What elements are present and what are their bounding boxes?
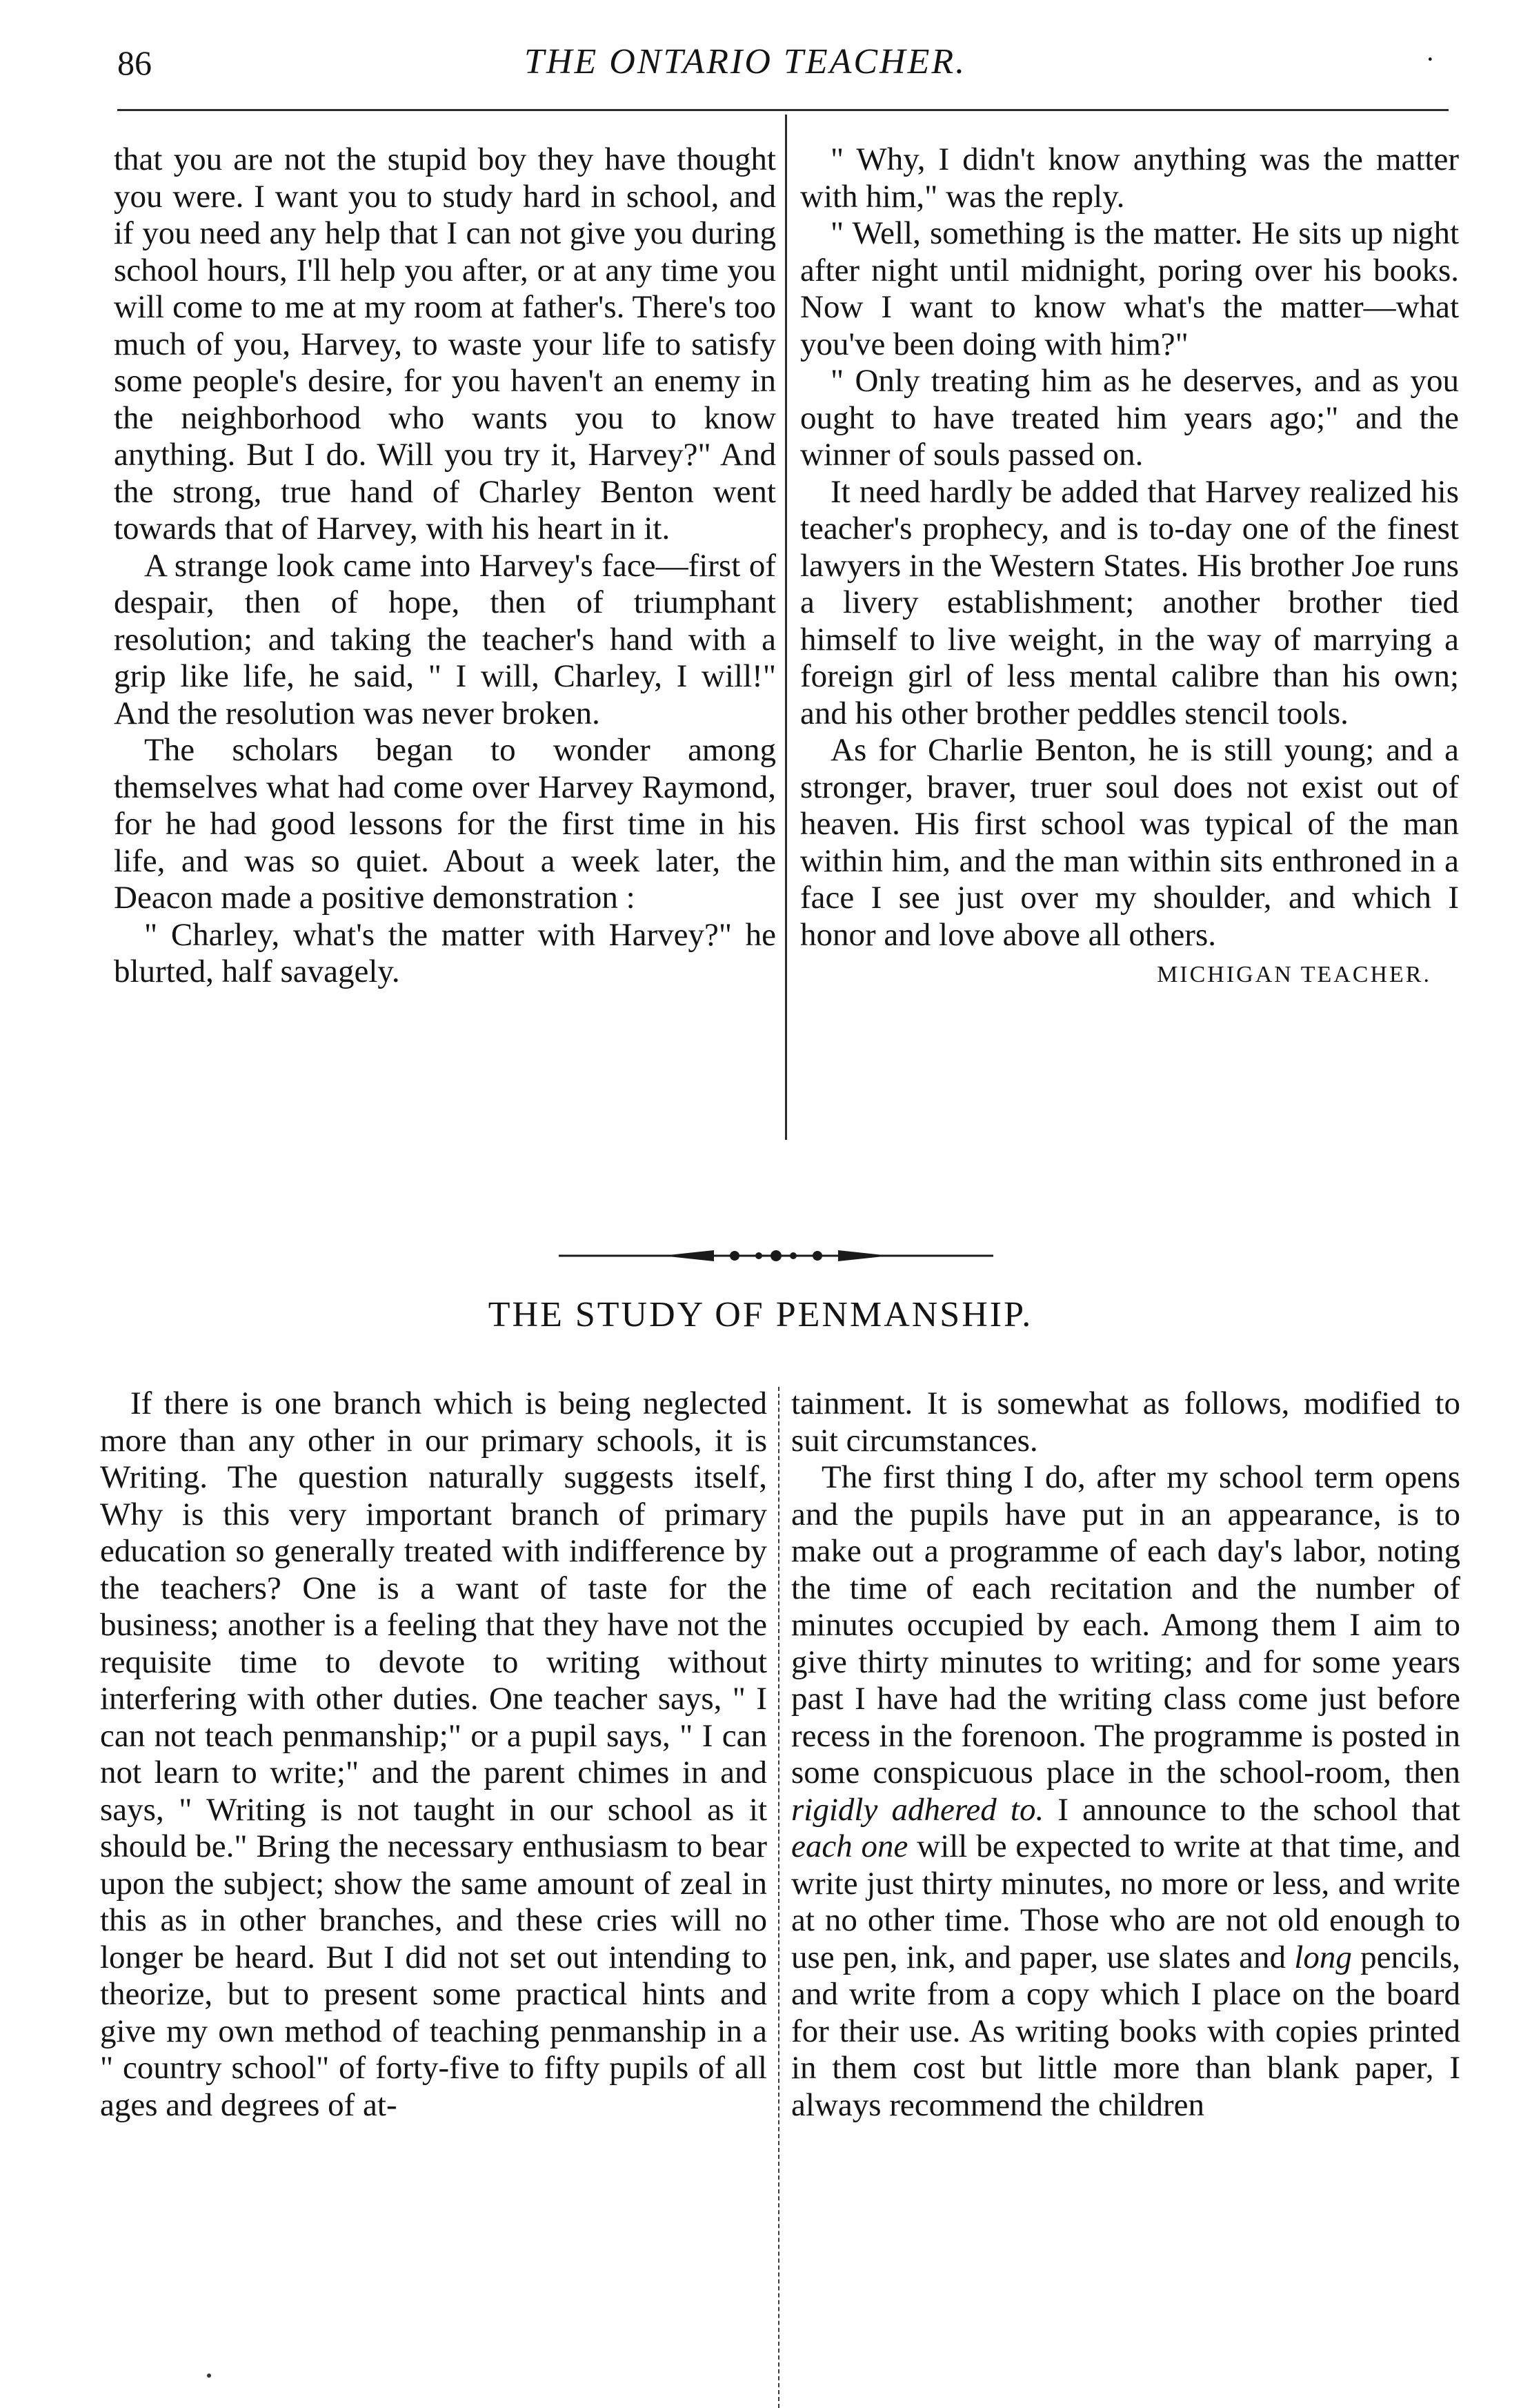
page-number: 86 <box>117 43 152 82</box>
column-divider-bottom <box>778 1387 779 2408</box>
text-run: I announce to the school that <box>1044 1791 1460 1828</box>
text-run: pencils, and write from a copy which I place on the board for their use. As writing books with copies printed in them cost but little more than blank paper, I always recommend the children <box>791 1939 1460 2123</box>
story-paragraph: " Why, I didn't know anything was the matter with him," was the reply. <box>800 141 1459 215</box>
story-column-right <box>800 141 1459 994</box>
source-signature: MICHIGAN TEACHER. <box>1157 962 1431 987</box>
header-rule <box>117 109 1449 111</box>
article-column-left <box>100 1385 767 2124</box>
ink-speck <box>207 2374 211 2378</box>
story-paragraph: " Charley, what's the matter with Harvey?" he blurted, half savagely. <box>114 916 776 989</box>
emphasis-text: long <box>1294 1939 1352 1975</box>
page-header <box>117 36 1469 91</box>
article-paragraph <box>791 1459 1460 2124</box>
text-run: The first thing I do, after my school term opens and the pupils have put in an appearance, is to make out a programme of each day's labor, noting the time of each recitation and the number of minutes occupied by each. Among them I aim to give thirty minutes to writing; and for some years past I have had the writing class come just before recess in the forenoon. The programme is posted in some conspicuous place in the school-room, then <box>791 1459 1460 1790</box>
article-paragraph: tainment. It is somewhat as follows, modified to suit circumstances. <box>791 1385 1460 1459</box>
article-paragraph: If there is one branch which is being neglected more than any other in our primary schools, it is Writing. The question naturally suggests itself, Why is this very important branch of primary education so generally treated with indifference by the teachers? One is a want of taste for the business; another is a feeling that they have not the requisite time to devote to writing without interfering with other duties. One teacher says, " I can not teach penmanship;" or a pupil says, " I can not learn to write;" and the parent chimes in and says, " Writing is not taught in our school as it should be." Bring the necessary enthusiasm to bear upon the subject; show the same amount of zeal in this as in other branches, and these cries will no longer be heard. But I did not set out intending to theorize, but to present some practical hints and give my own method of teaching penmanship in a " country school" of forty-five to fifty pupils of all ages and degrees of at- <box>100 1385 767 2123</box>
story-paragraph: that you are not the stupid boy they have thought you were. I want you to study hard in school, and if you need any help that I can not give you during school hours, I'll help you after, or at any time you will come to me at my room at father's. There's too much of you, Harvey, to waste your life to satisfy some people's desire, for you haven't an enemy in the neighborhood who wants you to know anything. But I do. Will you try it, Harvey?" And the strong, true hand of Charley Benton went towards that of Harvey, with his heart in it. <box>114 141 776 546</box>
emphasis-text: rigidly adhered to. <box>791 1791 1044 1828</box>
header-mark: · <box>1425 43 1435 75</box>
story-paragraph: " Well, something is the matter. He sits up night after night until midnight, poring over his books. Now I want to know what's the matter—what you've been doing with him?" <box>800 215 1459 362</box>
running-title: THE ONTARIO TEACHER. <box>524 42 967 81</box>
column-divider-top <box>785 115 787 1140</box>
story-paragraph: It need hardly be added that Harvey realized his teacher's prophecy, and is to-day one of the finest lawyers in the Western States. His brother Joe runs a livery establishment; another brother tied himself to live weight, in the way of marrying a foreign girl of less mental calibre than his own; and his other brother peddles stencil tools. <box>800 473 1459 731</box>
section-ornament <box>559 1245 993 1266</box>
article-column-right <box>791 1385 1460 2124</box>
article-title: THE STUDY OF PENMANSHIP. <box>488 1295 1033 1334</box>
story-column-left <box>114 141 776 991</box>
story-paragraph: A strange look came into Harvey's face—first of despair, then of hope, then of triumphant resolution; and taking the teacher's hand with a grip like life, he said, " I will, Charley, I will!" And the resolution was never broken. <box>114 547 776 731</box>
story-paragraph: " Only treating him as he deserves, and as you ought to have treated him years ago;" and the winner of souls passed on. <box>800 363 1459 473</box>
emphasis-text: each one <box>791 1828 908 1864</box>
story-paragraph: The scholars began to wonder among themselves what had come over Harvey Raymond, for he had good lessons for the first time in his life, and was so quiet. About a week later, the Deacon made a positive demonstration : <box>114 732 776 916</box>
story-paragraph: As for Charlie Benton, he is still young; and a stronger, braver, truer soul does not exist out of heaven. His first school was typical of the man within him, and the man within sits enthroned in a face I see just over my shoulder, and which I honor and love above all others. <box>800 732 1459 953</box>
text-run: will be expected to write at that time, and write just thirty minutes, no more or less, and write at no other time. Those who are not old enough to use pen, ink, and paper, use slates and <box>791 1828 1460 1975</box>
